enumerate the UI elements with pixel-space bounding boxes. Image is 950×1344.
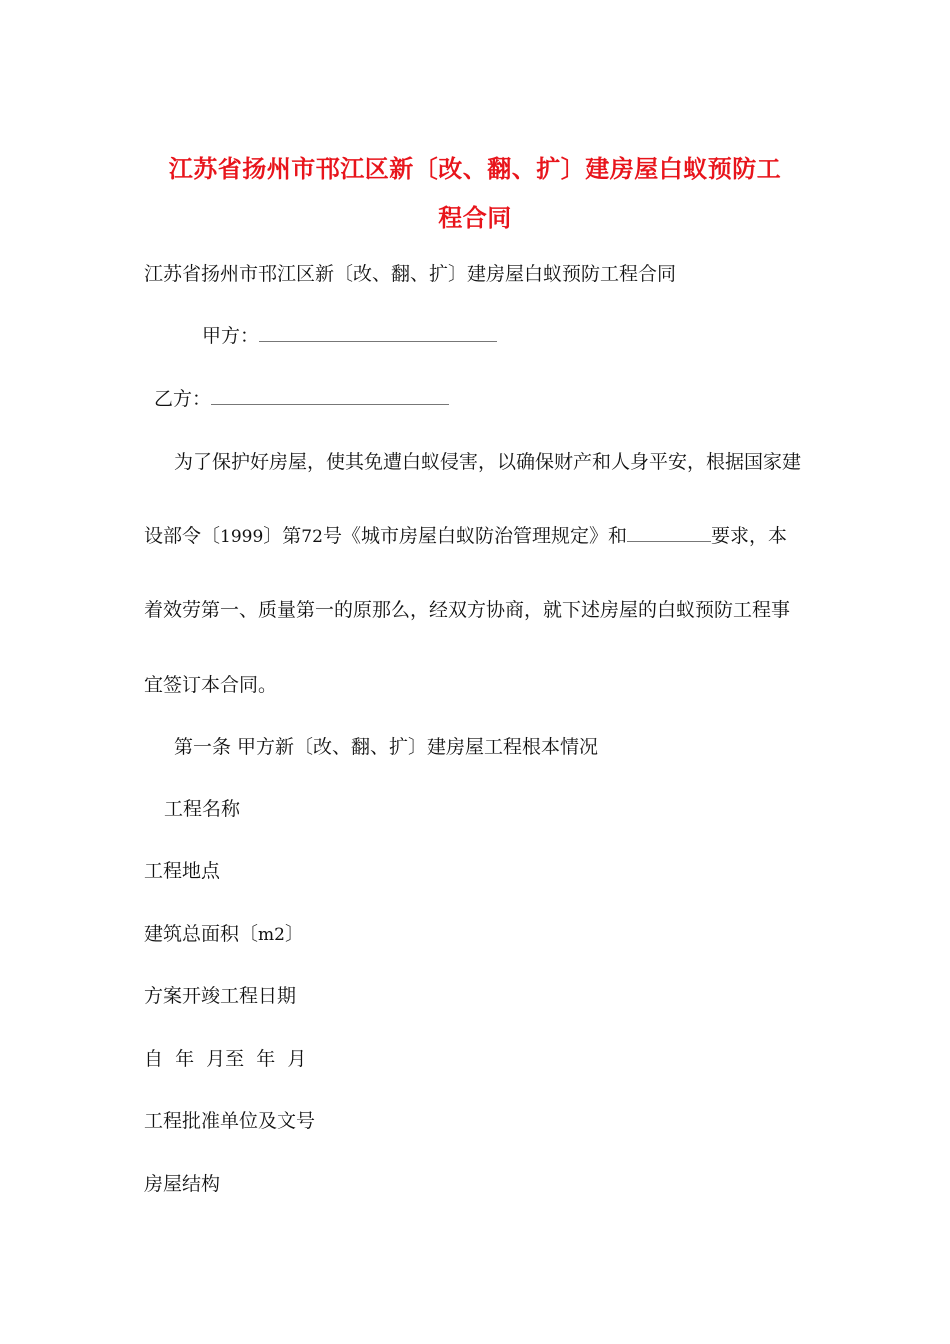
party-a-blank (259, 340, 497, 342)
area-unit: m2 (258, 925, 285, 945)
field-planned-dates: 方案开竣工程日期 (144, 985, 297, 1007)
para-text: 要求，本 (710, 525, 787, 547)
document-subtitle: 江苏省扬州市邗江区新〔改、翻、扩〕建房屋白蚁预防工程合同 (144, 263, 677, 285)
para-text: 设部令〔 (144, 525, 221, 547)
field-structure: 房屋结构 (144, 1173, 221, 1195)
para-text: 号《城市房屋白蚁防治管理规定》和 (322, 525, 627, 547)
field-approval: 工程批准单位及文号 (144, 1110, 316, 1132)
party-b-label: 乙方： (154, 388, 212, 410)
decree-year: 1999 (220, 527, 264, 547)
area-bracket: 〕 (284, 923, 304, 945)
paragraph-1-line-3: 着效劳第一、质量第一的原那么，经双方协商，就下述房屋的白蚁预防工程事 (144, 599, 791, 621)
party-a-row (202, 327, 497, 346)
paragraph-1-line-2 (144, 527, 787, 546)
area-label: 建筑总面积〔 (144, 923, 259, 945)
article-1-heading: 第一条 甲方新〔改、翻、扩〕建房屋工程根本情况 (174, 736, 599, 758)
party-a-label: 甲方： (202, 325, 260, 347)
party-b-row (154, 390, 449, 409)
field-date-range: 自 年 月至 年 月 (144, 1048, 307, 1070)
decree-number: 72 (301, 527, 323, 547)
regulation-blank (627, 540, 711, 542)
field-total-area (144, 925, 304, 944)
party-b-blank (211, 403, 449, 405)
document-title-line-2: 程合同 (438, 203, 512, 232)
paragraph-1-line-1: 为了保护好房屋，使其免遭白蚁侵害，以确保财产和人身平安，根据国家建 (174, 451, 802, 473)
document-title-line-1: 江苏省扬州市邗江区新〔改、翻、扩〕建房屋白蚁预防工 (168, 154, 782, 183)
paragraph-1-line-4: 宜签订本合同。 (144, 674, 278, 696)
para-text: 〕第 (263, 525, 302, 547)
field-project-location: 工程地点 (144, 860, 221, 882)
field-project-name: 工程名称 (164, 798, 241, 820)
